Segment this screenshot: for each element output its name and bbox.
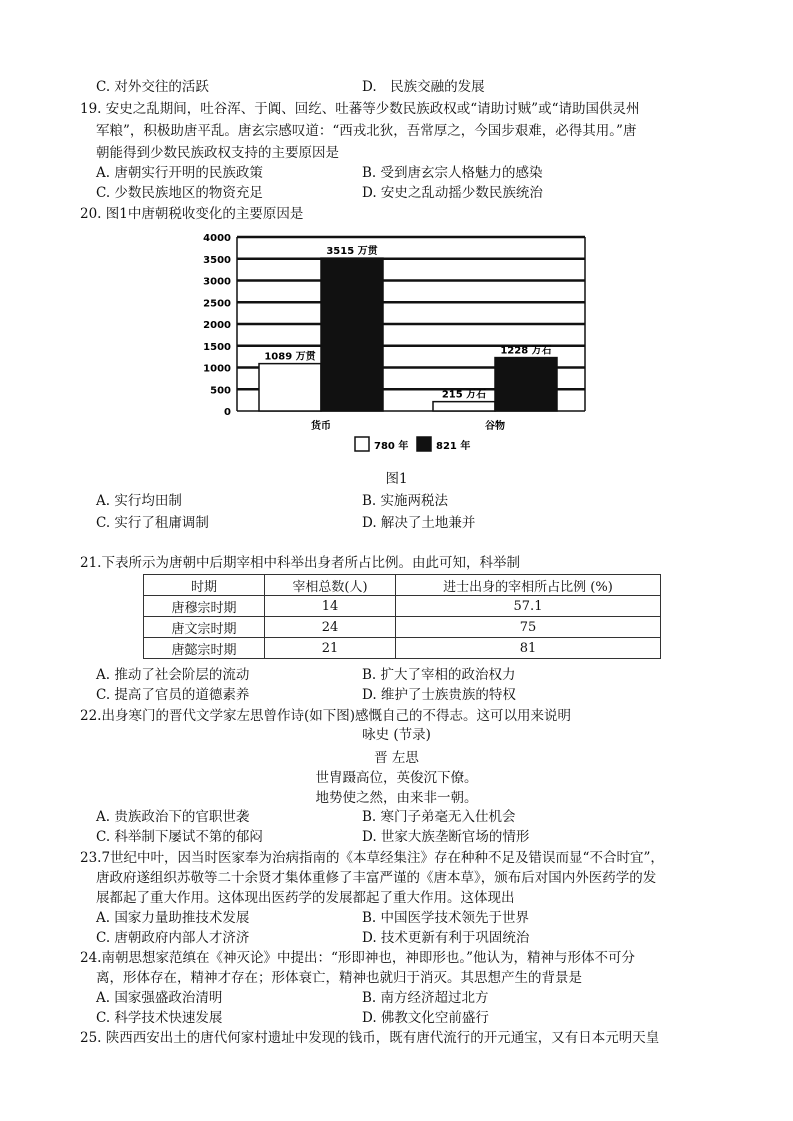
- chart-category-labels: [311, 419, 505, 432]
- table-header-row: [144, 575, 661, 596]
- q21-table: [143, 574, 661, 659]
- y-tick-label: 3000: [203, 276, 231, 288]
- y-tick-label: 2500: [203, 298, 231, 310]
- table-cell: 唐穆宗时期: [144, 596, 265, 617]
- q24-option-c: C. 科学技术快速发展: [96, 1010, 223, 1026]
- table-cell: 24: [265, 617, 396, 638]
- bar-data-label: 3515 万贯: [326, 246, 378, 258]
- q23-option-c: C. 唐朝政府内部人才济济: [96, 930, 250, 946]
- table-header: 时期: [144, 575, 265, 596]
- q24-option-a: A. 国家强盛政治清明: [96, 990, 223, 1006]
- poem-line-2: 地势使之然，由来非一朝。: [315, 790, 478, 806]
- bar-data-label: 1089 万贯: [264, 351, 316, 363]
- q23-stem-line-3: 展都起了重大作用。这体现出医药学的发展都起了重大作用。这体现出: [96, 890, 515, 906]
- q23-option-b: B. 中国医学技术领先于世界: [362, 910, 530, 926]
- y-tick-label: 1000: [203, 363, 231, 375]
- q21-stem: 21.下表所示为唐朝中后期宰相中科举出身者所占比例。由此可知，科举制: [80, 555, 520, 571]
- legend-label: 821 年: [436, 441, 471, 452]
- y-tick-label: 1500: [203, 341, 231, 353]
- q20-option-d: D. 解决了土地兼并: [362, 515, 476, 531]
- q19-option-c: C. 少数民族地区的物资充足: [96, 185, 263, 201]
- q23-option-a: A. 国家力量助推技术发展: [96, 910, 250, 926]
- table-row: [144, 617, 661, 638]
- q19-stem-line-2: 军粮”，积极助唐平乱。唐玄宗感叹道：“西戎北狄，吾常厚之，今国步艰难，必得其用。”唐: [96, 123, 637, 139]
- table-header: 宰相总数(人): [265, 575, 396, 596]
- q19-stem-line-1: 19. 安史之乱期间，吐谷浑、于阗、回纥、吐蕃等少数民族政权或“请助讨贼”或“请助国供灵州: [80, 101, 640, 117]
- y-tick-label: 0: [224, 407, 231, 418]
- q20-option-b: B. 实施两税法: [362, 493, 449, 509]
- table-cell: 81: [396, 638, 661, 659]
- q24-stem-line-2: 离，形体存在，精神才存在；形体衰亡，精神也就归于消灭。其思想产生的背景是: [96, 970, 582, 986]
- chart-legend: [355, 437, 470, 452]
- table-row: [144, 596, 661, 617]
- legend-swatch: [355, 437, 369, 451]
- y-tick-label: 3500: [203, 254, 231, 266]
- poem-title: 咏史 (节录): [362, 727, 431, 743]
- tax-bar-chart: [195, 225, 595, 465]
- q21-option-d: D. 维护了士族贵族的特权: [362, 687, 516, 703]
- q24-stem-line-1: 24.南朝思想家范缜在《神灭论》中提出：“形即神也，神即形也。”他认为，精神与形体不可分: [80, 950, 636, 966]
- y-tick-label: 2000: [203, 320, 231, 331]
- table-header: 进士出身的宰相所占比例 (%): [396, 575, 661, 596]
- category-label: 货币: [311, 421, 331, 432]
- q18-option-c: C. 对外交往的活跃: [96, 79, 209, 95]
- q19-option-d: D. 安史之乱动摇少数民族统治: [362, 185, 543, 201]
- table-cell: 唐文宗时期: [144, 617, 265, 638]
- bar-0-1: [433, 402, 495, 411]
- q19-option-b: B. 受到唐玄宗人格魅力的感染: [362, 165, 543, 181]
- q19-stem-line-3: 朝能得到少数民族政权支持的主要原因是: [96, 145, 339, 161]
- q22-option-b: B. 寒门子弟毫无入仕机会: [362, 809, 516, 825]
- q22-option-c: C. 科举制下屡试不第的郁闷: [96, 829, 263, 845]
- q21-option-a: A. 推动了社会阶层的流动: [96, 667, 250, 683]
- q21-option-b: B. 扩大了宰相的政治权力: [362, 667, 516, 683]
- q19-option-a: A. 唐朝实行开明的民族政策: [96, 165, 263, 181]
- bar-1-0: [321, 258, 383, 411]
- poem-line-1: 世胄蹑高位，英俊沉下僚。: [315, 770, 478, 786]
- q25-stem-line-1: 25. 陕西西安出土的唐代何家村遗址中发现的钱币，既有唐代流行的开元通宝，又有日本元明天皇: [80, 1030, 660, 1046]
- q24-option-d: D. 佛教文化空前盛行: [362, 1010, 489, 1026]
- y-tick-label: 4000: [203, 233, 231, 244]
- y-tick-label: 500: [210, 385, 231, 397]
- table-cell: 14: [265, 596, 396, 617]
- bar-0-0: [259, 364, 321, 411]
- bar-1-1: [495, 358, 557, 411]
- table-cell: 唐懿宗时期: [144, 638, 265, 659]
- q24-option-b: B. 南方经济超过北方: [362, 990, 489, 1006]
- q22-option-a: A. 贵族政治下的官职世袭: [96, 809, 250, 825]
- q23-option-d: D. 技术更新有利于巩固统治: [362, 930, 530, 946]
- legend-swatch: [417, 437, 431, 451]
- q18-option-d: D. 民族交融的发展: [362, 79, 485, 95]
- bar-data-label: 215 万石: [441, 389, 487, 401]
- q23-stem-line-1: 23.7世纪中叶，因当时医家奉为治病指南的《本草经集注》存在种种不足及错误而显“不合时宜”，: [80, 850, 664, 866]
- q22-option-d: D. 世家大族垄断官场的情形: [362, 829, 530, 845]
- q22-stem: 22.出身寒门的晋代文学家左思曾作诗(如下图)感慨自己的不得志。这可以用来说明: [80, 708, 572, 724]
- q23-stem-line-2: 唐政府遂组织苏敬等二十余贤才集体重修了丰富严谨的《唐本草》，颁布后对国内外医药学的发: [96, 870, 657, 886]
- bar-data-label: 1228 万石: [500, 345, 552, 357]
- chart-title: 图1: [385, 471, 408, 487]
- q20-option-a: A. 实行均田制: [96, 493, 182, 509]
- category-label: 谷物: [485, 421, 505, 432]
- q21-option-c: C. 提高了官员的道德素养: [96, 687, 250, 703]
- table-cell: 75: [396, 617, 661, 638]
- legend-label: 780 年: [374, 441, 409, 452]
- q20-option-c: C. 实行了租庸调制: [96, 515, 209, 531]
- table-row: [144, 638, 661, 659]
- q20-stem: 20. 图1中唐朝税收变化的主要原因是: [80, 206, 304, 222]
- chart-y-tick-labels: [203, 233, 231, 418]
- poem-author: 晋 左思: [374, 750, 419, 766]
- table-cell: 57.1: [396, 596, 661, 617]
- table-cell: 21: [265, 638, 396, 659]
